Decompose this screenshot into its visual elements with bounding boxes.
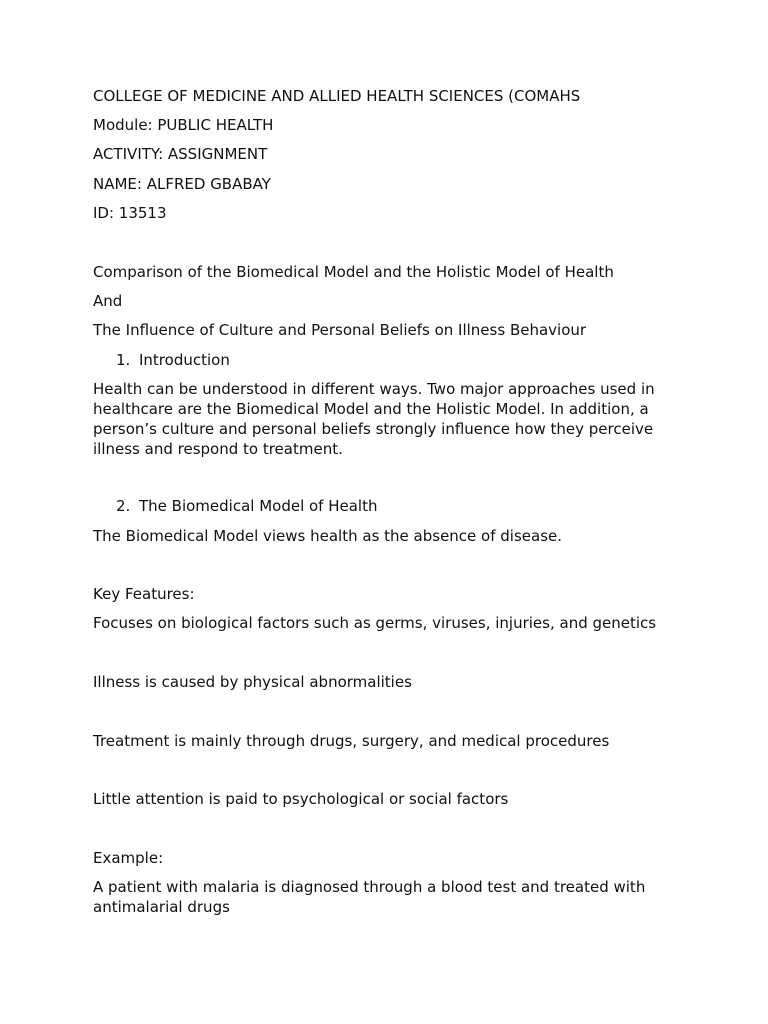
title-line-3: The Influence of Culture and Personal Beliefs on Illness Behaviour (93, 321, 587, 339)
list-number: 1. (116, 351, 131, 369)
key-features-label: Key Features: (93, 585, 195, 603)
section-heading-text: The Biomedical Model of Health (139, 497, 378, 515)
introduction-paragraph: Health can be understood in different ways. Two major approaches used in healthcare are the Biomedical Model and the Holistic Model. In addition, a person’s culture and personal beliefs strongly influence how they perceive illness and respond to treatment. (93, 380, 655, 458)
student-name: NAME: ALFRED GBABAY (93, 175, 271, 193)
example-paragraph: A patient with malaria is diagnosed through a blood test and treated with antimalarial drugs (93, 878, 646, 916)
title-line-1: Comparison of the Biomedical Model and the Holistic Model of Health (93, 263, 614, 281)
activity-line: ACTIVITY: ASSIGNMENT (93, 145, 268, 163)
college-name: COLLEGE OF MEDICINE AND ALLIED HEALTH SCIENCES (COMAHS (93, 87, 581, 105)
biomedical-paragraph: The Biomedical Model views health as the absence of disease. (93, 527, 563, 545)
section-heading-text: Introduction (139, 351, 230, 369)
list-number: 2. (116, 497, 131, 515)
key-feature-item: Little attention is paid to psychological or social factors (93, 790, 509, 808)
key-feature-item: Treatment is mainly through drugs, surgery, and medical procedures (93, 732, 610, 750)
key-feature-item: Focuses on biological factors such as germs, viruses, injuries, and genetics (93, 614, 657, 632)
student-id: ID: 13513 (93, 204, 167, 222)
section-heading-introduction (116, 350, 230, 370)
section-heading-biomedical (116, 496, 378, 516)
module-line: Module: PUBLIC HEALTH (93, 116, 274, 134)
key-feature-item: Illness is caused by physical abnormalities (93, 673, 412, 691)
example-label: Example: (93, 849, 164, 867)
title-line-2: And (93, 292, 123, 310)
